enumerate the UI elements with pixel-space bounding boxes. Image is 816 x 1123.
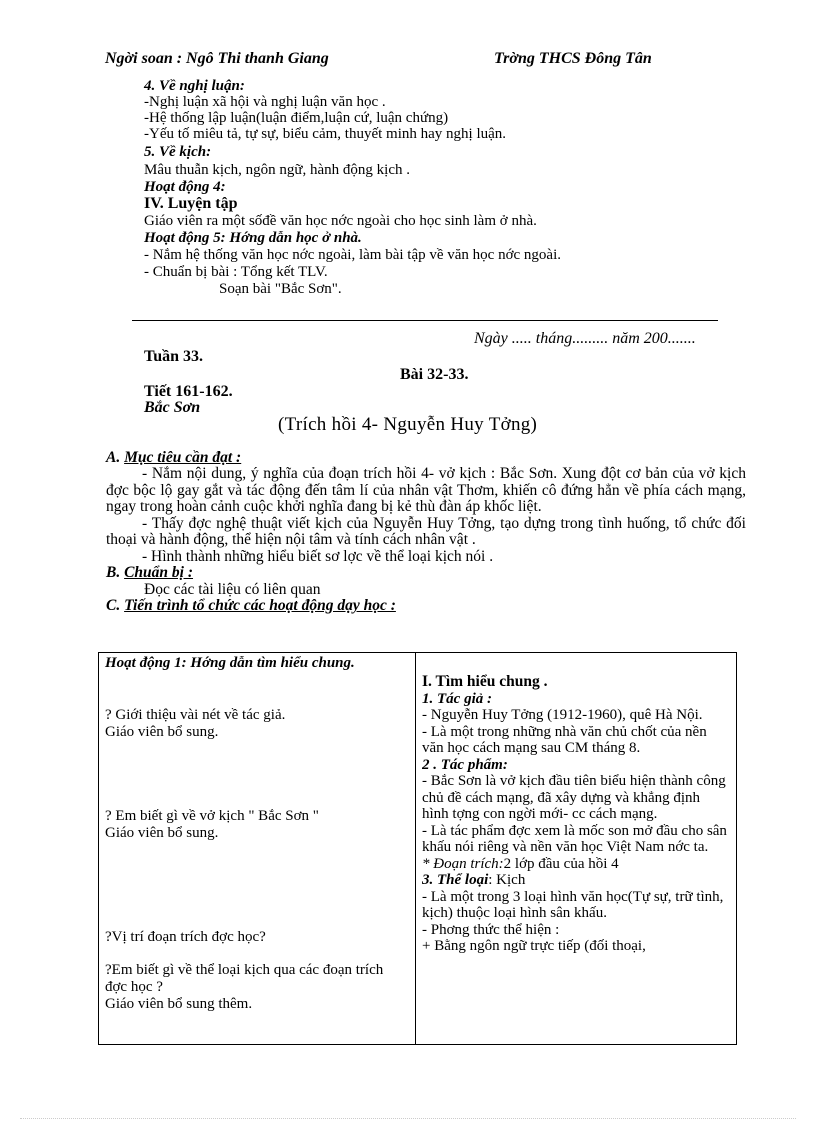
- heading-a-prefix: A.: [106, 449, 125, 466]
- page-bottom-border: [20, 1118, 796, 1119]
- heading-b-text: Chuẩn bị :: [124, 564, 194, 581]
- question: ?Vị trí đoạn trích đợc học?: [105, 929, 266, 945]
- text-line: Soạn bài "Bắc Sơn".: [144, 281, 342, 297]
- text-line: - Chuẩn bị bài : Tổng kết TLV.: [144, 264, 328, 280]
- header-school: Trờng THCS Đông Tân: [494, 50, 652, 67]
- question: ? Giới thiệu vài nét về tác giả.: [105, 707, 286, 723]
- heading-a-text: Mục tiêu cần đạt :: [124, 449, 242, 466]
- teacher-note: Giáo viên bổ sung.: [105, 825, 219, 841]
- excerpt-line: [422, 856, 730, 873]
- text-line: - Nắm hệ thống văn học nớc ngoài, làm bài tập về văn học nớc ngoài.: [144, 247, 561, 263]
- heading-hoat-dong-5: Hoạt động 5: Hớng dẫn học ở nhà.: [144, 230, 362, 246]
- subtitle: (Trích hồi 4- Nguyễn Huy Tởng): [278, 414, 538, 435]
- content-text: - Phơng thức thể hiện :: [422, 921, 560, 938]
- content-text: - Là một trong những nhà văn chủ chốt của nền văn học cách mạng sau CM tháng 8.: [422, 723, 707, 756]
- heading-b-prefix: B.: [106, 564, 125, 581]
- period-label: Tiết 161-162.: [144, 383, 233, 400]
- subheading-tac-pham: 2 . Tác phẩm:: [422, 756, 508, 773]
- text-line: Mâu thuẫn kịch, ngôn ngữ, hành động kịch .: [144, 162, 411, 178]
- content-text: - Bắc Sơn là vở kịch đầu tiên biểu hiện thành công chủ đề cách mạng, đã xây dựng và khẳng định hình tợng con ngời mới- cc cách mạng.: [422, 773, 726, 822]
- heading-hoat-dong-4: Hoạt động 4:: [144, 179, 226, 195]
- content-text: - Là tác phẩm đợc xem là mốc son mở đầu cho sân khấu nói riêng và nền văn học Việt Nam nớc ta.: [422, 822, 727, 855]
- excerpt-label: * Đoạn trích:: [422, 855, 504, 872]
- subheading-tac-gia: 1. Tác giả :: [422, 690, 492, 707]
- teaching-table: [98, 652, 737, 1045]
- content-text: - Là một trong 3 loại hình văn học(Tự sự, trữ tình, kịch) thuộc loại hình sân khấu.: [422, 888, 724, 921]
- genre-label: 3. Thể loại: [422, 872, 489, 888]
- objective-paragraph: - Hình thành những hiểu biết sơ lợc về thể loại kịch nói .: [142, 547, 494, 565]
- teacher-activity-column: [99, 653, 416, 1045]
- heading-kich: 5. Về kịch:: [144, 144, 212, 160]
- heading-c-text: Tiến trình tổ chức các hoạt động dạy học :: [124, 597, 396, 614]
- text-line: -Yếu tố miêu tả, tự sự, biểu cảm, thuyết minh hay nghị luận.: [144, 126, 507, 142]
- lesson-label: Bài 32-33.: [400, 366, 469, 383]
- content-column: [416, 653, 737, 1045]
- excerpt-text: 2 lớp đầu của hồi 4: [503, 855, 619, 872]
- heading-c-prefix: C.: [106, 597, 125, 614]
- preparation-text: Đọc các tài liệu có liên quan: [144, 581, 321, 598]
- date-line: Ngày ..... tháng......... năm 200.......: [474, 330, 696, 347]
- content-text: + Bằng ngôn ngữ trực tiếp (đối thoại,: [422, 938, 646, 954]
- week-label: Tuần 33.: [144, 348, 203, 365]
- question: ?Em biết gì về thể loại kịch qua các đoạn trích đợc học ?: [105, 962, 384, 995]
- genre-text: : Kịch: [488, 872, 526, 888]
- activity-heading: Hoạt động 1: Hớng dẫn tìm hiểu chung.: [105, 655, 355, 671]
- content-heading: I. Tìm hiểu chung .: [422, 673, 548, 690]
- heading-a: [106, 450, 746, 466]
- question: ? Em biết gì về vở kịch " Bắc Sơn ": [105, 808, 319, 824]
- genre-line: [422, 872, 730, 889]
- teacher-note: Giáo viên bổ sung thêm.: [105, 996, 253, 1012]
- text-line: -Nghị luận xã hội và nghị luận văn học .: [144, 94, 386, 110]
- content-text: - Nguyễn Huy Tởng (1912-1960), quê Hà Nội.: [422, 707, 703, 723]
- header-author: Ngời soan : Ngô Thi thanh Giang: [105, 50, 329, 67]
- objective-paragraph: - Nắm nội dung, ý nghĩa của đoạn trích hồi 4- vở kịch : Bắc Sơn. Xung đột cơ bản của vở kịch đợc bộc lộ gay gắt và tác động đến tâm lí của nhân vật Thơm, khiến cô đứng hẳn về phía cách mạng, ngay trong hoàn cảnh cuộc khởi nghĩa đang bị kẻ thù đàn áp khốc liệt.: [106, 465, 746, 515]
- divider-line: [132, 320, 718, 321]
- objective-paragraph: - Thấy đợc nghệ thuật viết kịch của Nguyễn Huy Tởng, tạo dựng trong tình huống, tổ chức đối thoại và hành động, thể hiện nội tâm và tính cách nhân vật .: [106, 514, 746, 548]
- teacher-note: Giáo viên bổ sung.: [105, 724, 219, 740]
- text-line: -Hệ thống lập luận(luận điểm,luận cứ, luận chứng): [144, 110, 449, 126]
- heading-luyen-tap: IV. Luyện tập: [144, 195, 238, 212]
- heading-c: [106, 598, 746, 614]
- heading-b: [106, 565, 746, 581]
- heading-nghi-luan: 4. Về nghị luận:: [144, 78, 245, 94]
- text-line: Giáo viên ra một sốđề văn học nớc ngoài cho học sinh làm ở nhà.: [144, 213, 537, 229]
- objectives-section: [106, 450, 746, 614]
- work-title: Bắc Sơn: [144, 399, 201, 416]
